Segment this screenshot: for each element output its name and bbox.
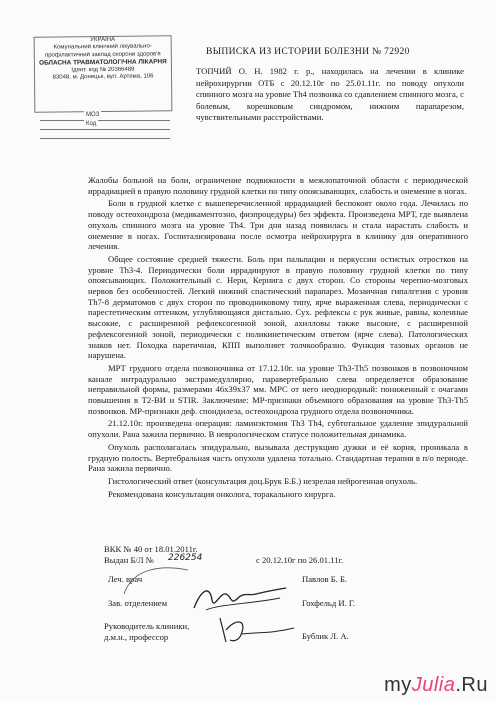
stamp-line: 83048, м. Донецьк, вул. Артема, 106 — [52, 73, 154, 81]
document-body — [88, 175, 468, 501]
patient-summary: ТОПЧИЙ О. Н. 1982 г. р., находилась на лечении в клинике нейрохирургии ОТБ с 20.12.10г по 25.01.11г. по поводу опухоли спинного мозга на уровне Th4 позвонка со сдавлением спинного мозга, с болевым, корешковым синдромом, нижним парапарезом, чувствительными расстройствами. — [196, 66, 464, 123]
stamp-line: УКРАЇНА — [90, 36, 116, 44]
paragraph-tumor: Опухоль располагалась эпидурально, вызывала деструкцию дужки и её корня, проникала в грудную полость. Вертебральная часть опухоли удалена тотально. Стандартная терапия в п/о периоде. Рана зажила первично. — [88, 441, 468, 474]
site-watermark — [384, 674, 488, 697]
stamp-field-label: Код — [86, 121, 97, 127]
paragraph-operation: 21.12.10г. произведена операция: ламинэктомия Th3 Th4, субтотальное удаление эпидуральной опухоли. Рана зажила первично. В неврологическом статусе положительная динамика. — [88, 418, 468, 440]
handwritten-signature-head — [190, 580, 290, 616]
sick-leave-number: 226254 — [168, 553, 203, 563]
paragraph-mri: МРТ грудного отдела позвоночника от 17.12.10г. на уровне Th3-Th5 позвонков в позвоночном канале интрадурально экстрамедуллярно, паравертебрально слева определяется образование неправильной формы, размерами 46х39х37 мм. МРС от него неоднородный: пониженный с очагами повышения в Т2-ВИ и STIR. Заключение: МР-признаки объемного образования на уровне Th3-Th5 позвонков. МР-признаки деф. спондилеза, остеохондроза грудного отдела позвоночника. — [88, 362, 468, 416]
stamp-fields — [40, 112, 170, 139]
sick-leave-label: Выдан Б/Л № — [104, 555, 154, 565]
watermark-prefix: my — [384, 674, 412, 696]
hospital-stamp — [34, 35, 173, 112]
document-title: ВЫПИСКА ИЗ ИСТОРИИ БОЛЕЗНИ № 72920 — [206, 46, 410, 57]
stamp-line: Ідент. код № 20366489 — [71, 66, 135, 73]
signature-role: Руководитель клиники, д.м.н., профессор — [104, 621, 190, 642]
signature-role: Леч. врач — [108, 574, 143, 584]
paragraph-status: Общее состояние средней тяжести. Боль при пальпации и перкуссии остистых отростков на уровне Th3-4. Периодически боли иррадиируют в правую половину грудной клетки по типу опоясывающих. Положительный с. Нери, Кернига с двух сторон. Со стороны черепно-мозговых нервов без особенностей. Легкий нижний спастический парапарез. Мозаичная гипалгезия с уровня Th7-8 дерматомов с двух сторон по проводниковому типу, ярче выраженная слева, периодически с парестетическим оттенком, углубляющаяся дистально. Сух. рефлексы с рук живые, равны, коленные высокие, с расширенной рефлексогенной зоной, ахилловы также высокие, с расширенной рефлексогенной зоной, периодически с поликинетическим ответом (ярче слева). Патологических знаков нет. Походка паретичная, КПП выполняет толчкообразно. Функция тазовых органов не нарушена. — [88, 253, 468, 361]
signature-name: Павлов Б. Б. — [302, 574, 348, 584]
sick-leave-period: с 20.12.10г по 26.01.11г. — [256, 555, 344, 565]
signature-name: Бублик Л. А. — [302, 631, 349, 641]
stamp-line: Комунальний клінічний лікувально- — [53, 43, 152, 51]
paragraph-histology: Гистологический ответ (консультация доц.Брук Б.Б.) незрелая нейрогенная опухоль. — [108, 475, 418, 486]
signature-role: Зав. отделением — [108, 598, 168, 608]
signature-name: Гохфельд И. Г. — [302, 598, 356, 608]
watermark-suffix: .Ru — [455, 674, 488, 696]
stamp-line: ОБЛАСНА ТРАВМАТОЛОГІЧНА ЛІКАРНЯ — [39, 58, 167, 67]
paragraph-complaints: Жалобы больной на боли, ограничение подвижности в межлопаточной области с периодической иррадиацией в правую половину грудной клетки по типу опоясывающих, слабость и онемение в ногах. — [88, 175, 468, 196]
paragraph-history: Боли в грудной клетке с вышеперечисленной иррадиацией беспокоят около года. Лечилась по поводу остеохондроза (медикаментозно, физпроцедуры) без эффекта. Произведена МРТ, где выявлена опухоль спинного мозга на уровне Th4. Три дня назад появилась и стала нарастать слабость и онемение в ногах. Госпитализирована после осмотра нейрохирурга в клинику для оперативного лечения. — [88, 198, 468, 252]
handwritten-signature-professor — [212, 612, 302, 648]
stamp-line: профілактичний заклад охорони здоров'я — [44, 51, 161, 59]
watermark-accent: Julia — [411, 674, 456, 696]
round-seal-fragment — [118, 560, 198, 600]
paragraph-recommendation: Рекомендована консультация онколога, торакального хирурга. — [108, 488, 336, 499]
vkk-record: ВКК № 40 от 18.01.2011г. — [104, 544, 198, 554]
stamp-field-label: МОЗ — [86, 112, 100, 118]
